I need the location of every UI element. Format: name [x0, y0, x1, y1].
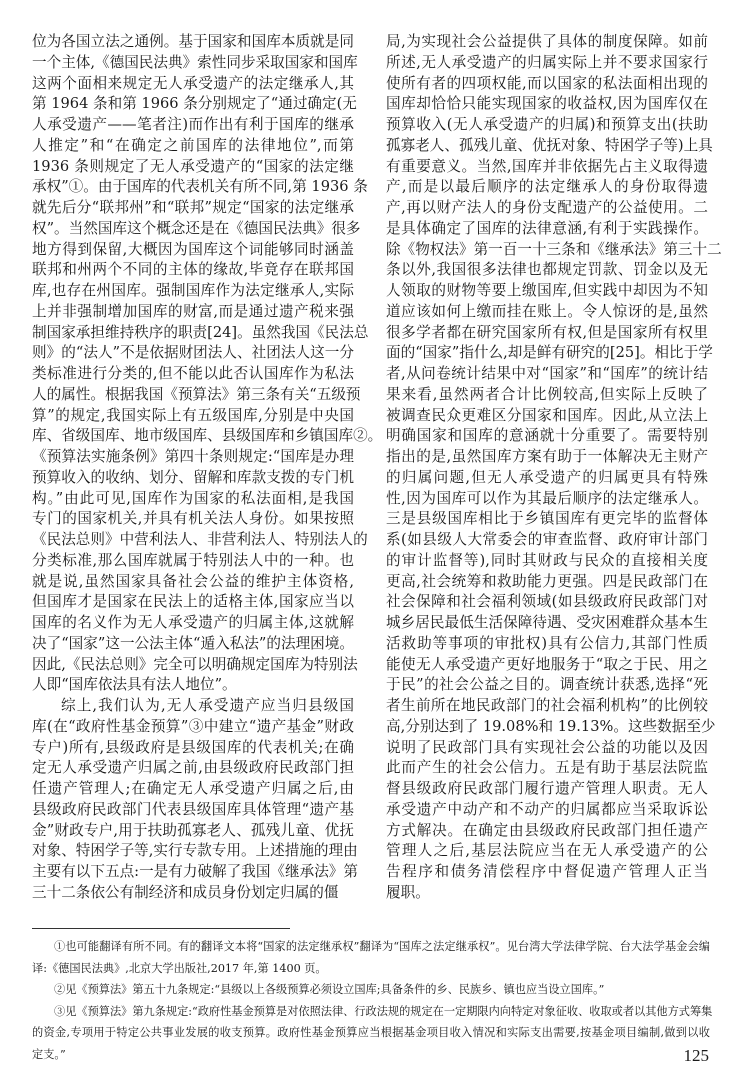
- text-line: 被调查民众更难区分国家和国库。因此,从立法上: [386, 406, 708, 424]
- text-line: 承权”①。由于国库的代表机关有所不同,第 1936 条: [32, 178, 368, 196]
- text-line: 库、省级国库、地市级国库、县级国库和乡镇国库②。: [32, 427, 383, 445]
- text-line: 明确国家和国库的意涵就十分重要了。需要特别: [386, 427, 708, 445]
- right-text-column: [386, 32, 722, 904]
- text-line: 督县级政府民政部门履行遗产管理人职责。无人: [386, 780, 708, 797]
- text-line: 国库却恰恰只能实现国家的收益权,因为国库仅在: [386, 95, 708, 113]
- text-line: 库,也存在州国库。强制国库作为法定继承人,实际: [32, 282, 354, 299]
- page-number: 125: [683, 1046, 709, 1065]
- footnote-line: 译:《德国民法典》,北京大学出版社,2017 年,第 1400 页。: [32, 961, 327, 975]
- text-line: 说明了民政部门具有实现社会公益的功能以及因: [386, 738, 708, 756]
- text-line: 社会保障和社会福利领域(如县级政府民政部门对: [386, 593, 708, 611]
- text-line: 条以外,我国很多法律也都规定罚款、罚金以及无: [386, 261, 708, 279]
- text-line: 面的“国家”指什么,却是鲜有研究的[25]。相比于学: [386, 344, 713, 362]
- text-line: 权”。当然国库这个概念还是在《德国民法典》很多: [32, 219, 361, 237]
- text-line: 有重要意义。当然,国库并非依据先占主义取得遗: [386, 157, 708, 175]
- text-line: 方式解决。在确定由县级政府民政部门担任遗产: [386, 821, 708, 839]
- text-line: 使所有者的四项权能,而以国家的私法面相出现的: [386, 74, 708, 92]
- left-text-column: [32, 32, 383, 904]
- text-line: 局,为实现社会公益提供了具体的制度保障。如前: [386, 33, 708, 50]
- text-line: 金”财政专户,用于扶助孤寡老人、孤残儿童、优抚: [32, 821, 354, 839]
- text-line: 指出的是,虽然国库方案有助于一体解决无主财产: [386, 448, 708, 465]
- text-line: 一个主体,《德国民法典》索性同步采取国家和国库: [32, 53, 358, 71]
- footnote-line: ①也可能翻译有所不同。有的翻译文本将“国家的法定继承权”翻译为“国库之法定继承权”。见台湾大学法律学院、台大法学基金会编: [54, 940, 710, 953]
- text-line: 县级政府民政部门代表县级国库具体管理“遗产基: [32, 800, 354, 818]
- footnote-divider: [32, 928, 290, 929]
- text-line: 城乡居民最低生活保障待遇、受灾困难群众基本生: [386, 614, 708, 631]
- text-line: 的归属问题,但无人承受遗产的归属更具有特殊: [386, 468, 708, 486]
- text-line: 产,而是以最后顺序的法定继承人的身份取得遗: [386, 178, 708, 196]
- text-line: 预算收入(无人承受遗产的归属)和预算支出(扶助: [386, 116, 708, 133]
- text-line: 性,因为国库可以作为其最后顺序的法定继承人。: [386, 489, 708, 507]
- text-line: 则》的“法人”不是依据财团法人、社团法人这一分: [32, 344, 354, 362]
- text-line: 除《物权法》第一百一十三条和《继承法》第三十二: [386, 240, 722, 258]
- text-line: 就是说,虽然国家具备社会公益的维护主体资格,: [32, 572, 354, 590]
- text-line: 预算收入的收纳、划分、留解和库款支拨的专门机: [32, 468, 354, 486]
- text-line: 是具体确定了国库的法律意涵,有利于实践操作。: [386, 219, 708, 237]
- footnote-line: ②见《预算法》第五十九条规定:“县级以上各级预算必须设立国库;具备条件的乡、民族乡、镇也应当设立国库。”: [54, 983, 605, 996]
- text-line: 孤寡老人、孤残儿童、优抚对象、特困学子等)上具: [386, 136, 713, 154]
- text-line: 承受遗产中动产和不动产的归属都应当采取诉讼: [386, 800, 708, 818]
- text-line: 《预算法实施条例》第四十条则规定:“国库是办理: [32, 448, 354, 465]
- text-line: 联邦和州两个不同的主体的缘故,毕竟存在联邦国: [32, 261, 354, 279]
- footnote-line: 的资金,专项用于特定公共事业发展的收支预算。政府性基金预算应当根据基金项目收入情况和实际支出需要,按基金项目编制,做到以收: [32, 1026, 710, 1039]
- text-line: 人推定”和“在确定之前国库的法律地位”,而第: [32, 136, 354, 154]
- footnote-line: 定支。”: [32, 1047, 66, 1061]
- text-line: 专门的国家机关,并具有机关法人身份。如果按照: [32, 510, 354, 528]
- text-line: 这两个面相来规定无人承受遗产的法定继承人,其: [32, 74, 354, 92]
- text-line: 于民”的社会公益之目的。调查统计获悉,选择“死: [386, 676, 708, 694]
- text-line: 很多学者都在研究国家所有权,但是国家所有权里: [386, 323, 708, 341]
- text-line: 产,再以财产法人的身份支配遗产的公益使用。二: [386, 199, 708, 216]
- text-line: 第 1964 条和第 1966 条分别规定了“通过确定(无: [32, 95, 357, 113]
- text-line: 位为各国立法之通例。基于国家和国库本质就是同: [32, 33, 354, 50]
- text-line: 人即“国库依法具有法人地位”。: [32, 676, 237, 694]
- text-line: 履职。: [386, 883, 430, 901]
- text-line: 者生前所在地民政部门的社会福利机构”的比例较: [386, 697, 708, 714]
- text-line: 者,从问卷统计结果中对“国家”和“国库”的统计结: [386, 365, 708, 382]
- text-line: 定无人承受遗产归属之前,由县级政府民政部门担: [32, 759, 354, 777]
- text-line: 果来看,虽然两者合计比例较高,但实际上反映了: [386, 385, 708, 403]
- text-line: 告程序和债务清偿程序中督促遗产管理人正当: [386, 863, 708, 880]
- footnotes: [32, 936, 713, 1065]
- text-line: 对象、特困学子等,实行专款专用。上述措施的理由: [32, 842, 358, 860]
- text-line: 主要有以下五点:一是有力破解了我国《继承法》第: [32, 863, 358, 880]
- text-line: 更高,社会统筹和救助能力更强。四是民政部门在: [386, 572, 708, 590]
- text-line: 1936 条则规定了无人承受遗产的“国家的法定继: [32, 157, 354, 175]
- text-line: 分类标准,那么国库就属于特别法人中的一种。也: [32, 551, 354, 569]
- text-line: 能使无人承受遗产更好地服务于“取之于民、用之: [386, 655, 708, 673]
- text-line: 类标准进行分类的,但不能以此否认国库作为私法: [32, 365, 354, 382]
- text-line: 制国家承担维持秩序的职责[24]。虽然我国《民法总: [32, 323, 369, 341]
- text-line: 任遗产管理人;在确定无人承受遗产归属之后,由: [32, 780, 354, 797]
- text-line: 三是县级国库相比于乡镇国库有更完毕的监督体: [386, 510, 708, 528]
- text-line: 算”的规定,我国实际上有五级国库,分别是中央国: [32, 406, 354, 424]
- text-line: 人承受遗产——笔者注)而作出有利于国库的继承: [32, 116, 354, 133]
- text-line: 活救助等事项的审批权)具有公信力,其部门性质: [386, 634, 708, 652]
- text-line: 此而产生的社会公信力。五是有助于基层法院监: [386, 759, 708, 777]
- footnote-line: ③见《预算法》第九条规定:“政府性基金预算是对依照法律、行政法规的规定在一定期限内向特定对象征收、收取或者以其他方式筹集: [54, 1004, 713, 1018]
- text-line: 专户)所有,县级政府是县级国库的代表机关;在确: [32, 738, 354, 756]
- text-line: 的审计监督等),同时其财政与民众的直接相关度: [386, 551, 708, 569]
- text-line: 所述,无人承受遗产的归属实际上并不要求国家行: [386, 53, 708, 71]
- text-line: 道应该如何上缴而挂在账上。令人惊讶的是,虽然: [386, 302, 708, 320]
- text-line: 库(在“政府性基金预算”③中建立“遗产基金”财政: [32, 717, 354, 735]
- text-line: 但国库才是国家在民法上的适格主体,国家应当以: [32, 593, 354, 611]
- text-line: 系(如县级人大常委会的审查监督、政府审计部门: [386, 531, 708, 548]
- text-line: 高,分别达到了 19.08%和 19.13%。这些数据至少: [386, 717, 716, 735]
- text-line: 构。”由此可见,国库作为国家的私法面相,是我国: [32, 489, 354, 507]
- text-line: 决了“国家”这一公法主体“遁入私法”的法理困境。: [32, 634, 354, 652]
- text-line: 三十二条依公有制经济和成员身份划定归属的僵: [32, 883, 339, 901]
- text-line: 人领取的财物等要上缴国库,但实践中却因为不知: [386, 282, 708, 299]
- text-line: 综上,我们认为,无人承受遗产应当归县级国: [61, 697, 354, 714]
- text-line: 地方得到保留,大概因为国库这个词能够同时涵盖: [32, 240, 354, 258]
- text-line: 因此,《民法总则》完全可以明确规定国库为特别法: [32, 655, 358, 673]
- text-line: 就先后分“联邦州”和“联邦”规定“国家的法定继承: [32, 199, 354, 216]
- text-line: 国库的名义作为无人承受遗产的归属主体,这就解: [32, 614, 354, 631]
- text-line: 《民法总则》中营利法人、非营利法人、特别法人的: [32, 531, 368, 548]
- text-line: 上并非强制增加国库的财富,而是通过遗产税来强: [32, 302, 354, 320]
- text-line: 人的属性。根据我国《预算法》第三条有关“五级预: [32, 385, 361, 403]
- text-line: 管理人之后,基层法院应当在无人承受遗产的公: [386, 842, 708, 860]
